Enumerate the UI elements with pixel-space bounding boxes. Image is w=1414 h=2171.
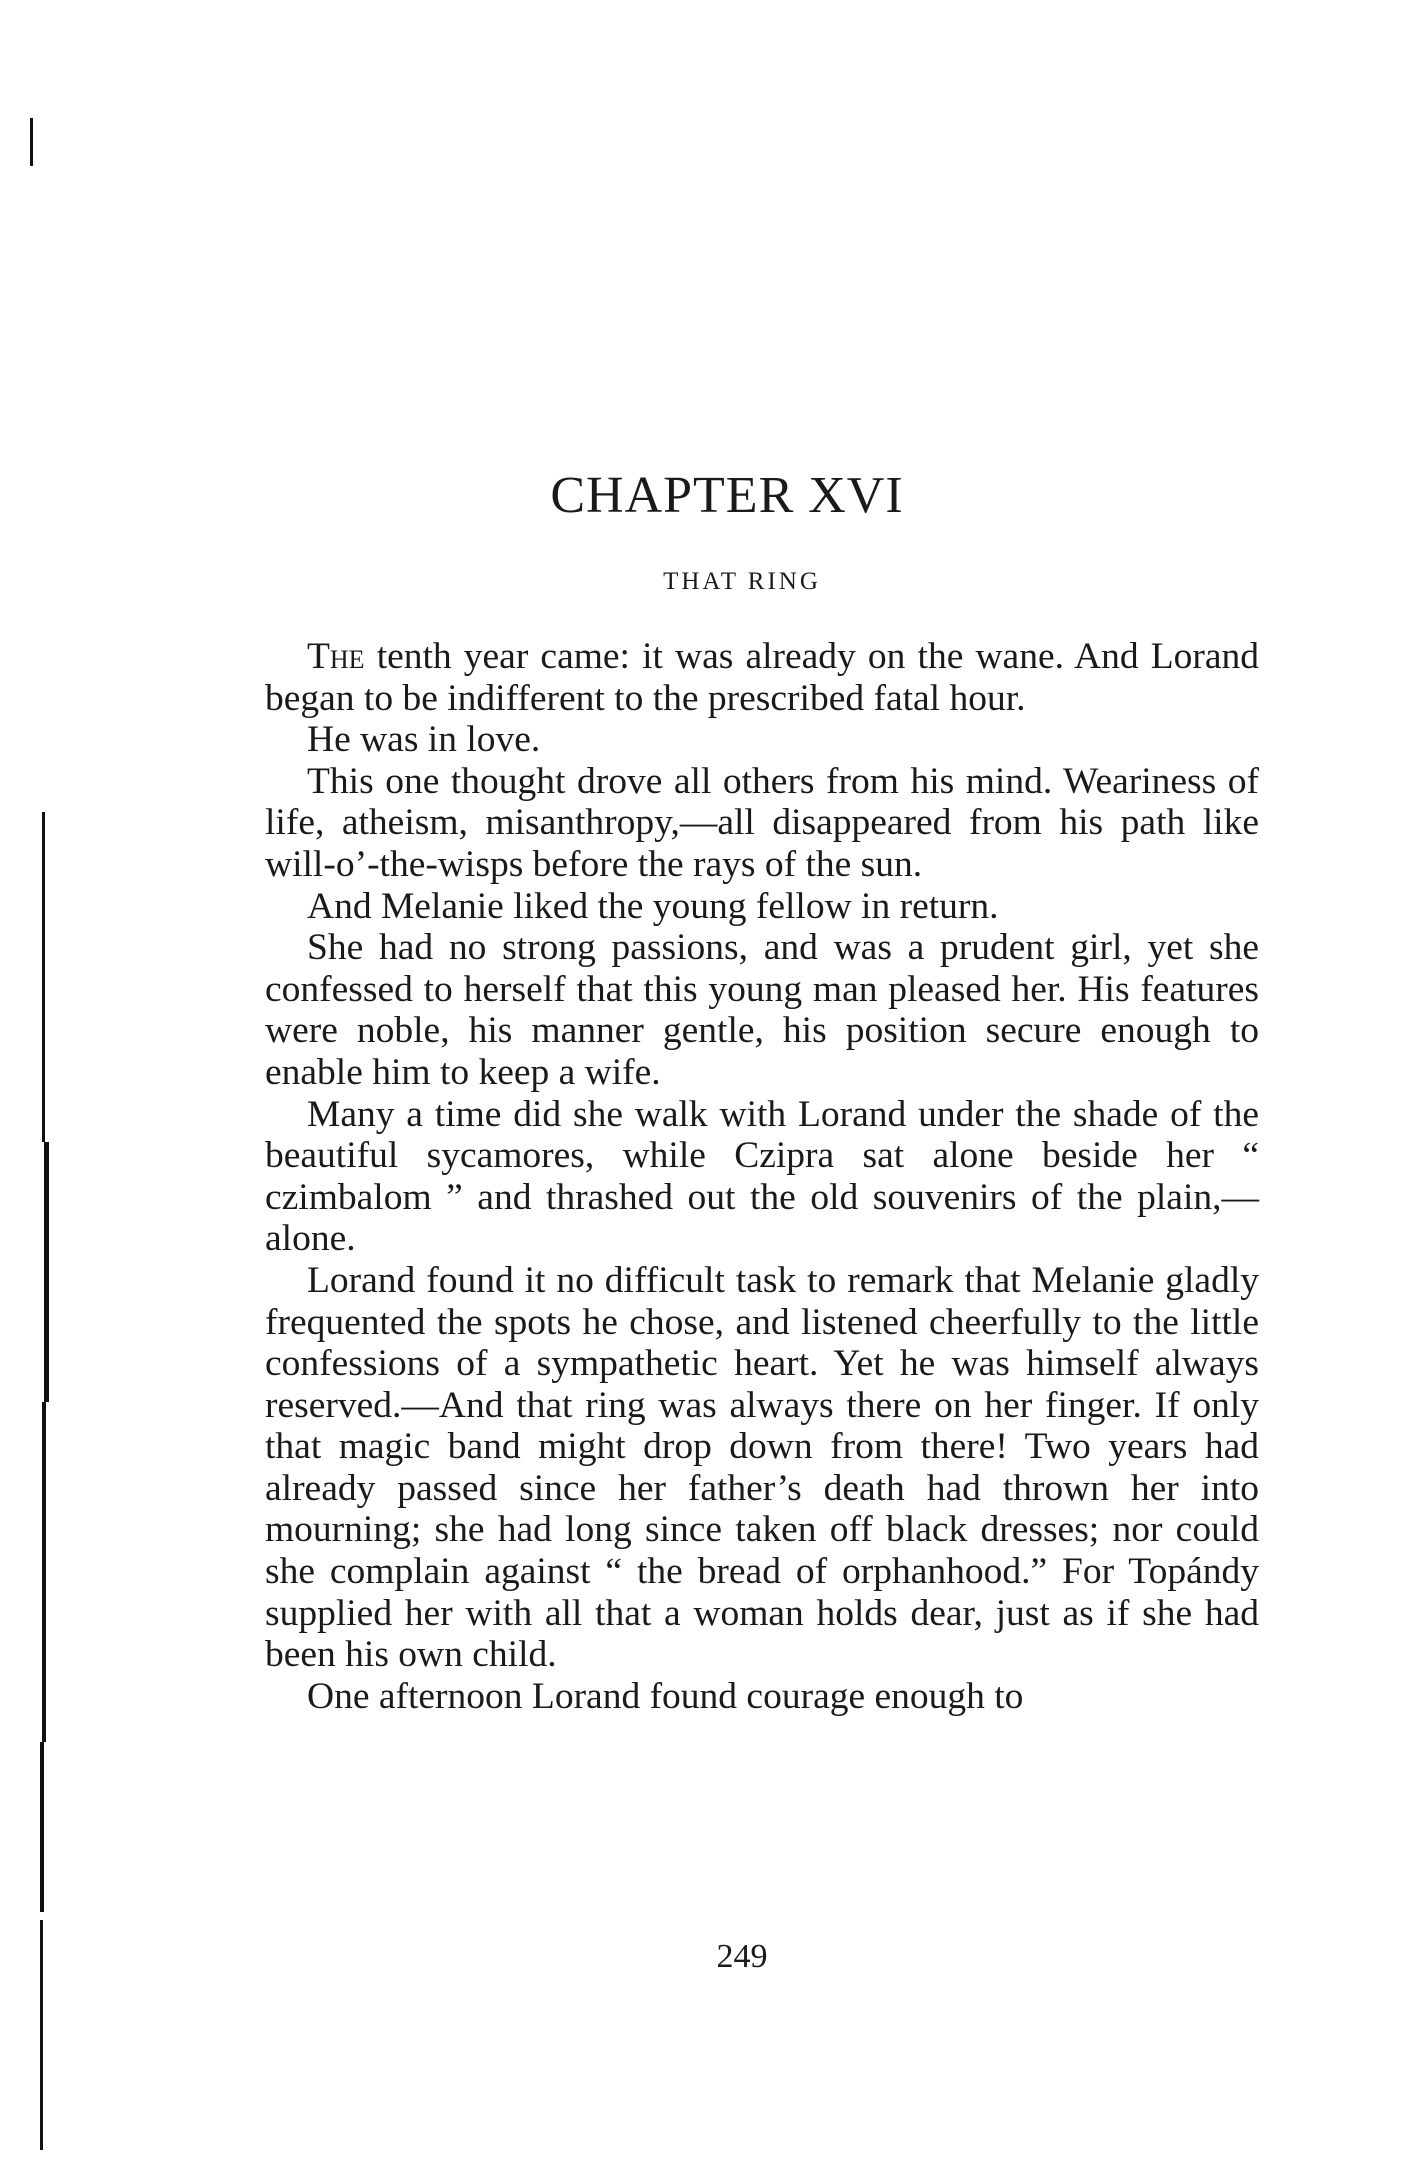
scan-edge-mark [40, 1742, 44, 1912]
scan-edge-mark [42, 1402, 46, 1742]
scan-edge-mark [42, 812, 45, 1142]
paragraph: She had no strong passions, and was a prudent girl, yet she confessed to herself that this young man pleased her. His features were noble, his manner gentle, his position secure enough to enable him to keep a wife. [265, 927, 1259, 1093]
paragraph: The tenth year came: it was already on the wane. And Lorand began to be indifferent to the prescribed fatal hour. [265, 636, 1259, 719]
chapter-body [265, 636, 1259, 1717]
paragraph: And Melanie liked the young fellow in return. [307, 885, 999, 927]
drop-word: The [307, 636, 365, 677]
page-number: 249 [716, 1938, 768, 1975]
paragraph: Many a time did she walk with Lorand under the shade of the beautiful sycamores, while Czipra sat alone beside her “ czimbalom ” and thrashed out the old souvenirs of the plain,—alone. [265, 1093, 1259, 1260]
paragraph: This one thought drove all others from his mind. Weariness of life, atheism, misanthropy,—all disappeared from his path like will-o’-the-wisps before the rays of the sun. [265, 760, 1259, 885]
chapter-subtitle: THAT RING [663, 568, 821, 595]
scan-edge-mark [44, 1142, 49, 1402]
paragraph: One afternoon Lorand found courage enough to [307, 1675, 1024, 1717]
paragraph: He was in love. [307, 719, 541, 761]
scan-edge-mark [30, 118, 33, 166]
chapter-title: CHAPTER XVI [550, 467, 904, 524]
paragraph: Lorand found it no difficult task to remark that Melanie gladly frequented the spots he chose, and listened cheerfully to the little confessions of a sympathetic heart. Yet he was himself always reserved.—And that ring was always there on her finger. If only that magic band might drop down from there! Two years had already passed since her father’s death had thrown her into mourning; she had long since taken off black dresses; nor could she complain against “ the bread of orphanhood.” For Topándy supplied her with all that a woman holds dear, just as if she had been his own child. [265, 1259, 1259, 1676]
